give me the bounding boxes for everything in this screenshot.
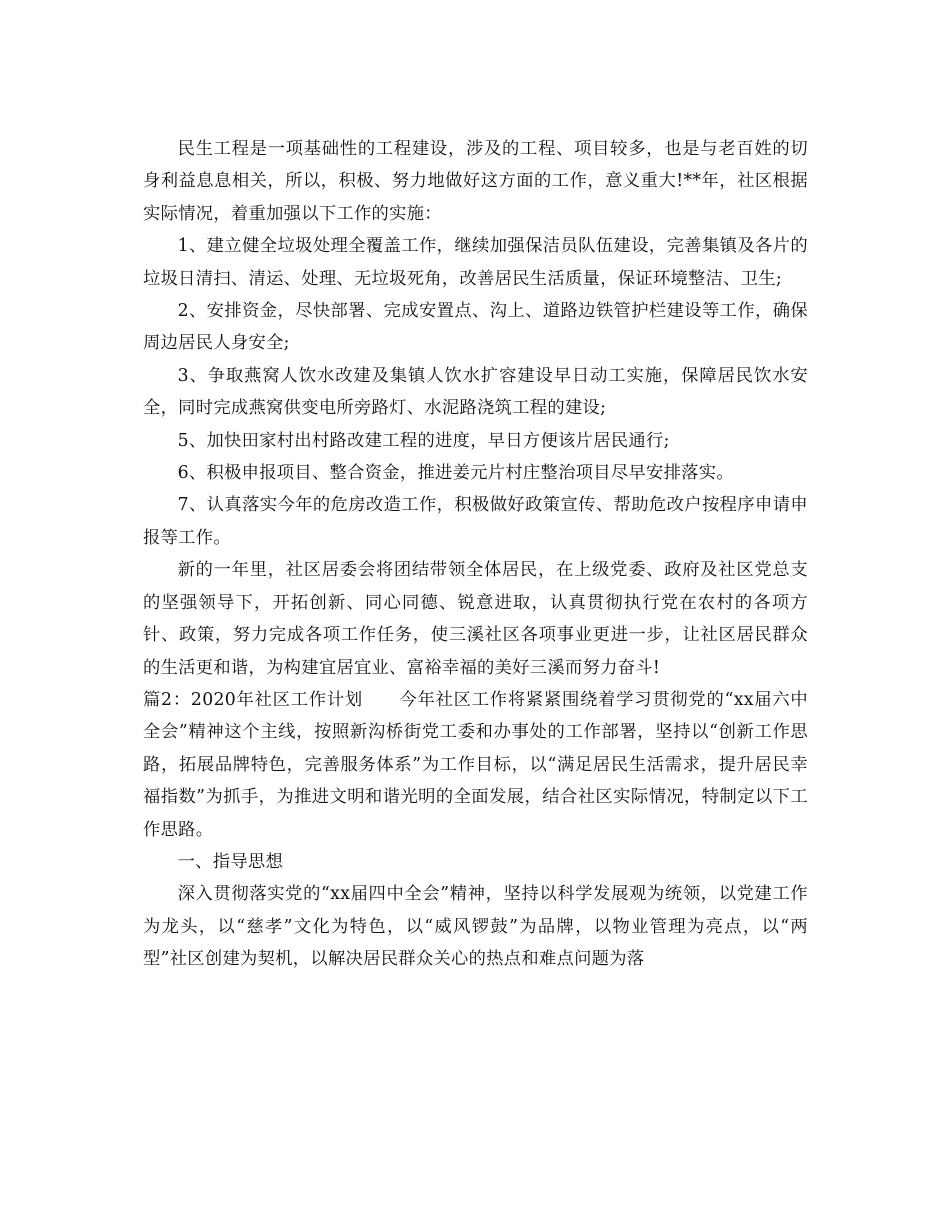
document-body	[143, 133, 808, 976]
paragraph-guiding-ideology: 深入贯彻落实党的“xx届四中全会”精神，坚持以科学发展观为统领，以党建工作为龙头，以“慈孝”文化为特色，以“威风锣鼓”为品牌，以物业管理为亮点，以“两型”社区创建为契机，以解决居民群众关心的热点和难点问题为落	[143, 884, 808, 970]
section-2-intro: 今年社区工作将紧紧围绕着学习贯彻党的“xx届六中全会”精神这个主线，按照新沟桥街党工委和办事处的工作部署，坚持以“创新工作思路，拓展品牌特色，完善服务体系”为工作目标，以“满足居民生活需求，提升居民幸福指数”为抓手，为推进文明和谐光明的全面发展，结合社区实际情况，特制定以下工作思路。	[143, 689, 808, 840]
paragraph-item-6: 6、积极申报项目、整合资金，推进姜元片村庄整治项目尽早安排落实。	[177, 463, 734, 484]
paragraph-closing: 新的一年里，社区居委会将团结带领全体居民，在上级党委、政府及社区党总支的坚强领导下，开拓创新、同心同德、锐意进取，认真贯彻执行党在农村的各项方针、政策，努力完成各项工作任务，使三溪社区各项事业更进一步，让社区居民群众的生活更和谐，为构建宜居宜业、富裕幸福的美好三溪而努力奋斗!	[143, 560, 808, 678]
section-2-paragraph	[143, 684, 808, 846]
paragraph-item-3: 3、争取燕窝人饮水改建及集镇人饮水扩容建设早日动工实施，保障居民饮水安全，同时完成燕窝供变电所旁路灯、水泥路浇筑工程的建设;	[143, 365, 808, 419]
section-2-title: 篇2：2020年社区工作计划	[143, 689, 363, 710]
heading-guiding-ideology: 一、指导思想	[177, 851, 284, 872]
paragraph-item-1: 1、建立健全垃圾处理全覆盖工作，继续加强保洁员队伍建设，完善集镇及各片的垃圾日清扫、清运、处理、无垃圾死角，改善居民生活质量，保证环境整洁、卫生;	[143, 236, 808, 289]
paragraph-intro: 民生工程是一项基础性的工程建设，涉及的工程、项目较多，也是与老百姓的切身利益息息相关，所以，积极、努力地做好这方面的工作，意义重大!**年，社区根据实际情况，着重加强以下工作的实施：	[143, 139, 808, 224]
paragraph-item-2: 2、安排资金，尽快部署、完成安置点、沟上、道路边铁管护栏建设等工作，确保周边居民人身安全;	[143, 301, 808, 354]
paragraph-item-7: 7、认真落实今年的危房改造工作，积极做好政策宣传、帮助危改户按程序申请申报等工作。	[143, 495, 808, 548]
paragraph-item-5: 5、加快田家村出村路改建工程的进度，早日方便该片居民通行;	[177, 430, 670, 451]
